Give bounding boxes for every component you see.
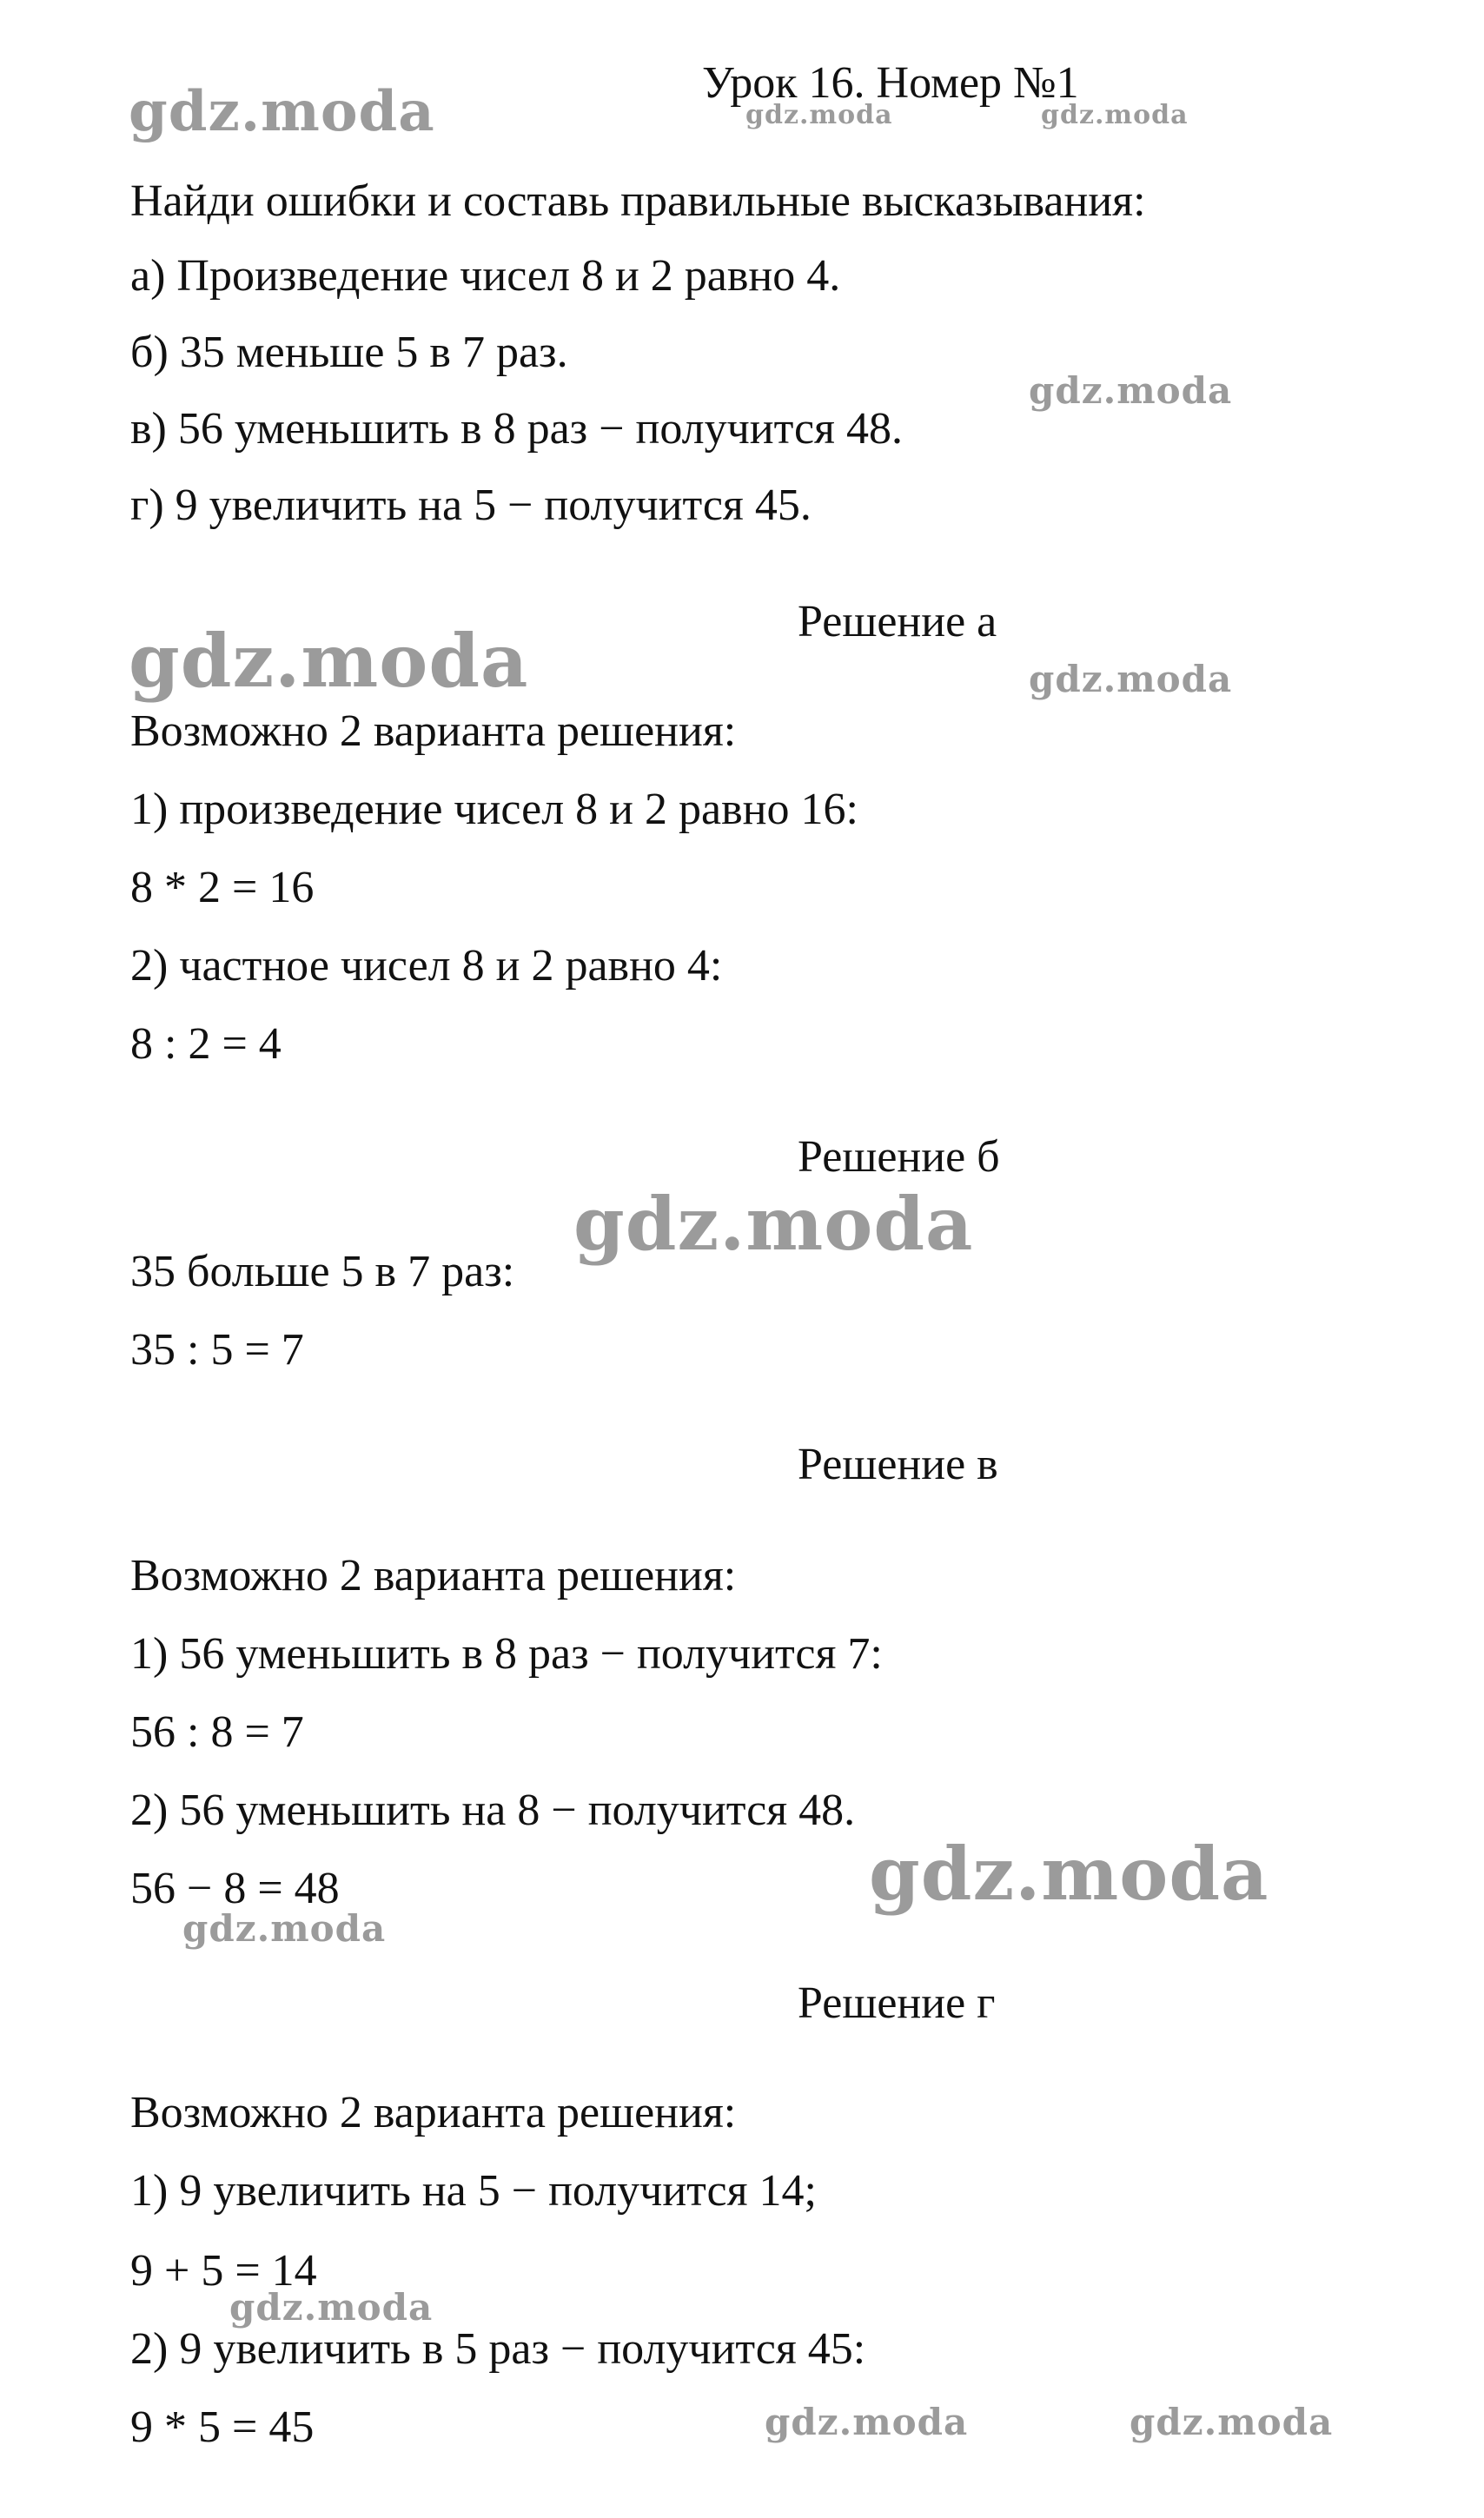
solution-b-heading: Решение б bbox=[798, 1132, 1000, 1182]
watermark: gdz.moda bbox=[129, 618, 529, 704]
solution-b-line: 35 : 5 = 7 bbox=[130, 1325, 304, 1375]
solution-d-line: 9 + 5 = 14 bbox=[130, 2246, 317, 2296]
watermark: gdz.moda bbox=[869, 1831, 1269, 1917]
solution-d-heading: Решение г bbox=[798, 1978, 996, 2028]
task-item-b: б) 35 меньше 5 в 7 раз. bbox=[130, 328, 568, 377]
watermark: gdz.moda bbox=[129, 79, 435, 144]
watermark: gdz.moda bbox=[182, 1907, 387, 1950]
solution-c-line: 1) 56 уменьшить в 8 раз − получится 7: bbox=[130, 1629, 883, 1679]
solution-c-line: 56 − 8 = 48 bbox=[130, 1864, 340, 1913]
task-item-c: в) 56 уменьшить в 8 раз − получится 48. bbox=[130, 404, 903, 454]
solution-c-line: 2) 56 уменьшить на 8 − получится 48. bbox=[130, 1786, 856, 1835]
solution-a-heading: Решение а bbox=[798, 597, 997, 646]
solution-c-line: Возможно 2 варианта решения: bbox=[130, 1551, 737, 1600]
solution-d-line: 1) 9 увеличить на 5 − получится 14; bbox=[130, 2166, 817, 2216]
watermark: gdz.moda bbox=[1130, 2401, 1334, 2443]
solution-a-line: 8 : 2 = 4 bbox=[130, 1019, 282, 1069]
page-title: Урок 16. Номер №1 bbox=[702, 58, 1079, 108]
watermark: gdz.moda bbox=[1029, 658, 1233, 700]
solution-b-line: 35 больше 5 в 7 раз: bbox=[130, 1247, 515, 1296]
solution-a-line: Возможно 2 варианта решения: bbox=[130, 706, 737, 756]
watermark: gdz.moda bbox=[573, 1181, 974, 1267]
solution-c-heading: Решение в bbox=[798, 1440, 998, 1489]
watermark: gdz.moda bbox=[765, 2401, 969, 2443]
task-item-d: г) 9 увеличить на 5 − получится 45. bbox=[130, 480, 812, 530]
task-prompt: Найди ошибки и составь правильные высказывания: bbox=[130, 176, 1146, 226]
task-item-a: а) Произведение чисел 8 и 2 равно 4. bbox=[130, 251, 841, 301]
watermark: gdz.moda bbox=[745, 100, 893, 130]
solution-a-line: 2) частное чисел 8 и 2 равно 4: bbox=[130, 941, 723, 991]
solution-a-line: 8 * 2 = 16 bbox=[130, 863, 315, 912]
solution-d-line: 2) 9 увеличить в 5 раз − получится 45: bbox=[130, 2324, 866, 2374]
solution-c-line: 56 : 8 = 7 bbox=[130, 1707, 304, 1757]
solution-d-line: 9 * 5 = 45 bbox=[130, 2402, 315, 2452]
watermark: gdz.moda bbox=[1041, 100, 1189, 130]
solution-d-line: Возможно 2 варианта решения: bbox=[130, 2088, 737, 2137]
solution-a-line: 1) произведение чисел 8 и 2 равно 16: bbox=[130, 785, 858, 834]
watermark: gdz.moda bbox=[1029, 369, 1233, 412]
watermark: gdz.moda bbox=[229, 2286, 434, 2329]
